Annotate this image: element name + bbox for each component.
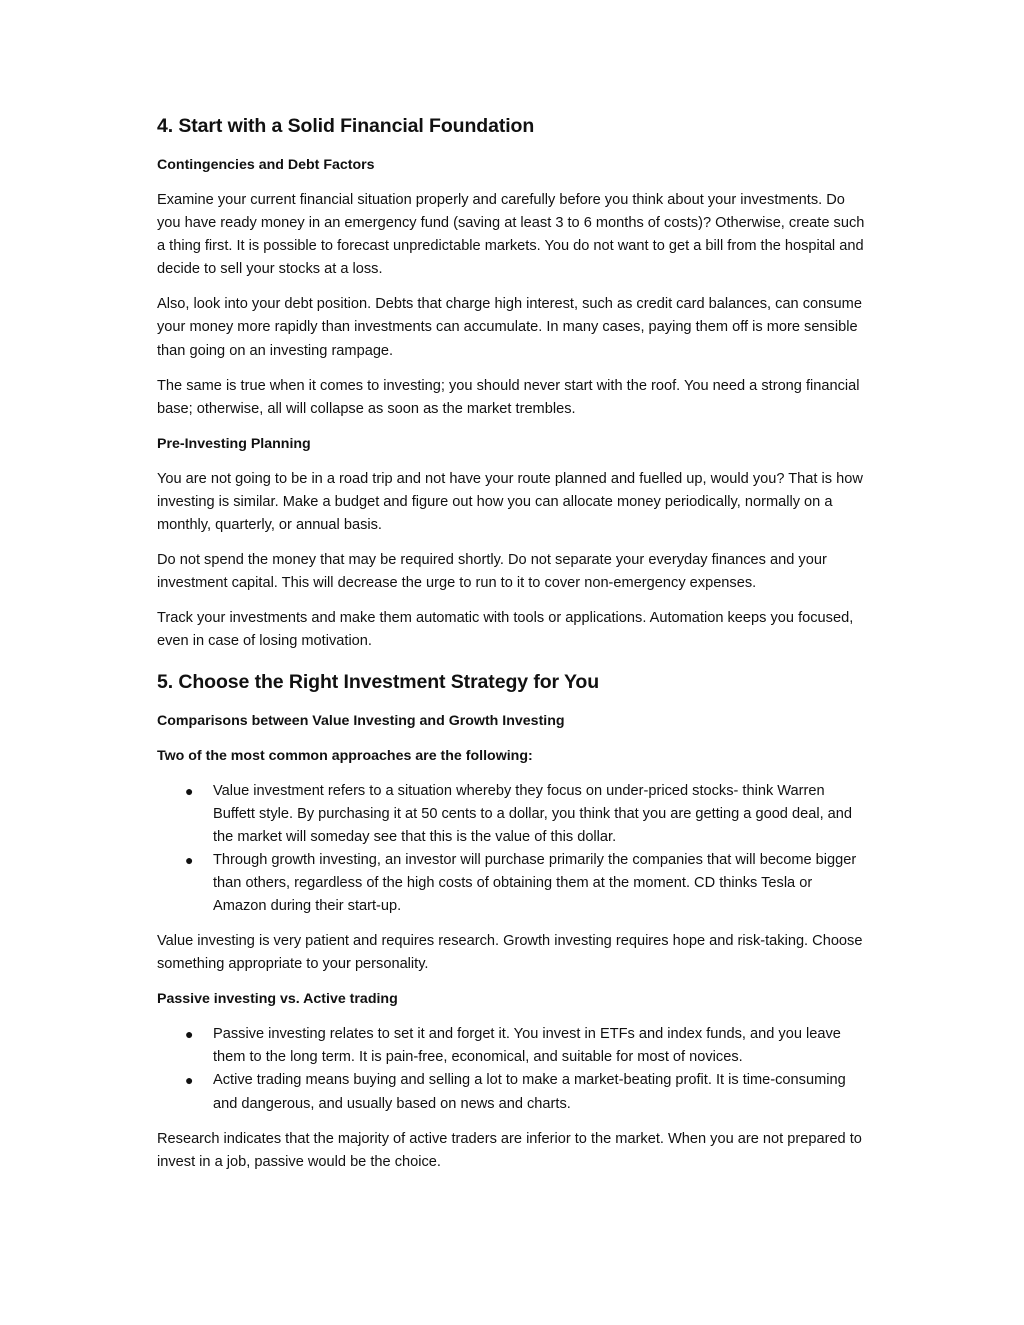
bullet-icon: ● bbox=[185, 1026, 194, 1043]
section-5-subheading-passive-active: Passive investing vs. Active trading bbox=[157, 991, 398, 1008]
section-4-subheading-contingencies: Contingencies and Debt Factors bbox=[157, 157, 375, 173]
list-item bbox=[157, 849, 867, 918]
section-4-paragraph-1: Examine your current financial situation properly and carefully before you think about your investments. Do you have ready money in an emergency fund (saving at least 3 to 6 months of costs)? Otherwise, create such a thing first. It is possible to forecast unpredictable markets. You do not want to get a bill from the hospital and decide to sell your stocks at a loss. bbox=[157, 192, 865, 278]
section-4-paragraph-4: You are not going to be in a road trip and not have your route planned and fuelled up, would you? That is how investing is similar. Make a budget and figure out how you can allocate money periodically, normally on a monthly, quarterly, or annual basis. bbox=[157, 470, 863, 534]
list-item bbox=[157, 1023, 867, 1069]
list-item-text: Value investment refers to a situation whereby they focus on under-priced stocks- think Warren Buffett style. By purchasing it at 50 cents to a dollar, you think that you are getting a good deal, and the market will someday see that this is the value of this dollar. bbox=[213, 782, 853, 845]
approaches-list bbox=[157, 780, 867, 919]
section-5-subheading-approaches: Two of the most common approaches are the following: bbox=[157, 747, 533, 764]
section-4-paragraph-2: Also, look into your debt position. Debts that charge high interest, such as credit card balances, can consume your money more rapidly than investments can accumulate. In many cases, paying them off is more sensible than going on an investing rampage. bbox=[157, 296, 862, 359]
section-4-paragraph-3: The same is true when it comes to investing; you should never start with the roof. You need a strong financial base; otherwise, all will collapse as soon as the market trembles. bbox=[157, 377, 860, 417]
list-item bbox=[157, 780, 867, 849]
bullet-icon: ● bbox=[185, 782, 194, 799]
bullet-icon: ● bbox=[185, 1072, 194, 1089]
section-4-paragraph-5: Do not spend the money that may be required shortly. Do not separate your everyday finances and your investment capital. This will decrease the urge to run to it to cover non-emergency expenses. bbox=[157, 552, 827, 592]
document-page bbox=[157, 112, 867, 1174]
section-4-subheading-planning: Pre-Investing Planning bbox=[157, 435, 311, 452]
list-item-text: Passive investing relates to set it and forget it. You invest in ETFs and index funds, and you leave them to the long term. It is pain-free, economical, and suitable for most of novices. bbox=[213, 1026, 841, 1066]
bullet-icon: ● bbox=[185, 851, 194, 868]
section-5-paragraph-2: Research indicates that the majority of active traders are inferior to the market. When you are not prepared to invest in a job, passive would be the choice. bbox=[157, 1130, 862, 1170]
list-item-text: Through growth investing, an investor will purchase primarily the companies that will become bigger than others, regardless of the high costs of obtaining them at the moment. CD thinks Tesla or Amazon during their start-up. bbox=[213, 851, 857, 914]
section-4-title: 4. Start with a Solid Financial Foundation bbox=[157, 115, 535, 137]
section-4-paragraph-6: Track your investments and make them automatic with tools or applications. Automation keeps you focused, even in case of losing motivation. bbox=[157, 610, 854, 650]
section-5-subheading-comparisons: Comparisons between Value Investing and Growth Investing bbox=[157, 712, 565, 729]
section-5-paragraph-1: Value investing is very patient and requires research. Growth investing requires hope and risk-taking. Choose something appropriate to your personality. bbox=[157, 933, 863, 973]
list-item bbox=[157, 1069, 867, 1115]
list-item-text: Active trading means buying and selling a lot to make a market-beating profit. It is time-consuming and dangerous, and usually based on news and charts. bbox=[213, 1072, 846, 1112]
section-5-title: 5. Choose the Right Investment Strategy for You bbox=[157, 670, 600, 693]
passive-active-list bbox=[157, 1023, 867, 1115]
